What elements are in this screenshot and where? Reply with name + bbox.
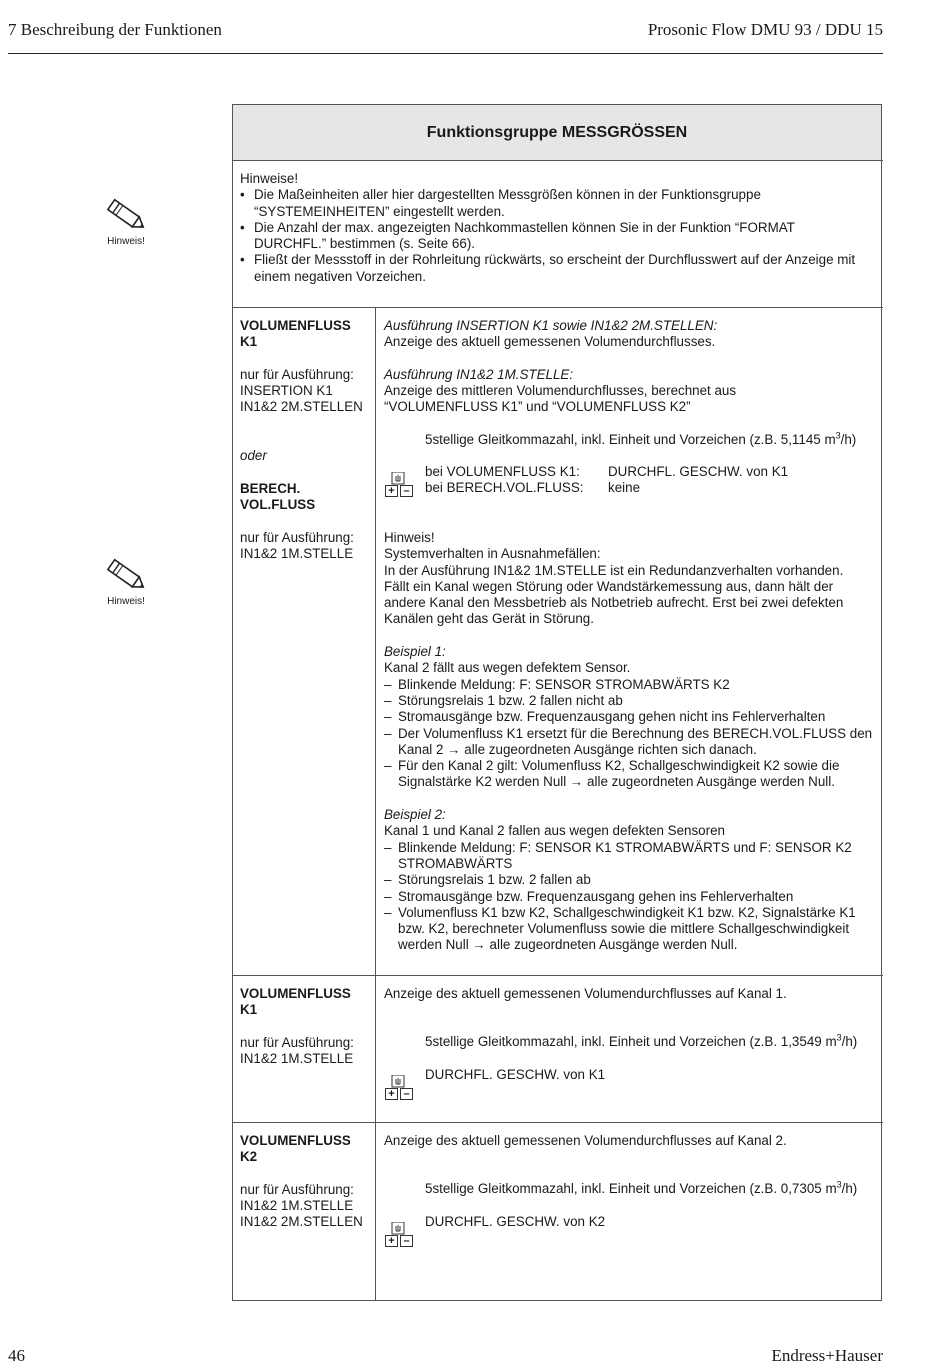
list-item: – Volumenfluss K1 bzw K2, Schallgeschwindigkeit K1 bzw. K2, Signalstärke K1 bzw. K2, berechneter Volumenfluss sowie die mittlere Schallgeschwindigkeit werden Null → alle zugeordneten Ausgänge werden Null.: [384, 905, 874, 954]
footer-brand: Endress+Hauser: [771, 1346, 883, 1365]
keypad-icon: [384, 1075, 418, 1103]
list-item: – Stromausgänge bzw. Frequenzausgang gehen nicht ins Fehlerverhalten: [384, 709, 874, 725]
example-list: [384, 677, 874, 791]
header-rule: [8, 53, 883, 54]
variant-value: IN1&2 1M.STELLE: [240, 546, 354, 562]
list-item: – Blinkende Meldung: F: SENSOR STROMABWÄRTS K2: [384, 677, 874, 693]
group-title: Funktionsgruppe MESSGRÖSSEN: [426, 124, 688, 141]
function-name: K2: [240, 1149, 258, 1165]
example-intro: Kanal 1 und Kanal 2 fallen aus wegen defekten Sensoren: [384, 823, 725, 839]
list-item: – Der Volumenfluss K1 ersetzt für die Berechnung des BERECH.VOL.FLUSS den Kanal 2 → alle zugeordneten Ausgänge richten sich danach.: [384, 726, 874, 759]
key-value: DURCHFL. GESCHW. von K1: [608, 464, 789, 479]
row3-function-name: [240, 1133, 372, 1231]
variant-value: IN1&2 2M.STELLEN: [240, 1214, 363, 1230]
variant-label: nur für Ausführung:: [240, 529, 354, 545]
row3-description: Anzeige des aktuell gemessenen Volumendurchflusses auf Kanal 2.: [384, 1133, 787, 1148]
description: Anzeige des mittleren Volumendurchflusses, berechnet aus: [384, 383, 737, 399]
description: Anzeige des aktuell gemessenen Volumendurchflusses.: [384, 334, 716, 350]
variant-heading: Ausführung IN1&2 1M.STELLE:: [384, 366, 574, 382]
function-name: BERECH.: [240, 480, 301, 496]
pencil-icon: [102, 196, 150, 234]
list-item: – Störungsrelais 1 bzw. 2 fallen nicht ab: [384, 693, 874, 709]
description: “VOLUMENFLUSS K1” und “VOLUMENFLUSS K2”: [384, 399, 691, 415]
example-heading: Beispiel 2:: [384, 807, 446, 823]
list-item: • Die Anzahl der max. angezeigten Nachkommastellen können Sie in der Funktion “FORMAT DURCHFL.” bestimmen (s. Seite 66).: [240, 220, 865, 253]
hinweis-note-icon: [96, 196, 156, 247]
header-chapter: 7 Beschreibung der Funktionen: [8, 20, 222, 39]
pencil-icon: [102, 556, 150, 594]
row1-hint: [384, 530, 874, 954]
notes-block: [240, 171, 865, 285]
or-label: oder: [240, 448, 267, 464]
function-name: VOLUMENFLUSS: [240, 318, 351, 333]
function-name: K1: [240, 1002, 258, 1018]
variant-value: IN1&2 1M.STELLE: [240, 1198, 354, 1214]
column-divider: [375, 307, 376, 1301]
example-heading: Beispiel 1:: [384, 644, 446, 660]
key-value: keine: [608, 480, 641, 496]
page-number: 46: [8, 1346, 25, 1365]
list-item: • Fließt der Messstoff in der Rohrleitung rückwärts, so erscheint der Durchflusswert auf der Anzeige mit einem negativen Vorzeichen.: [240, 252, 865, 285]
keypad-icon: [384, 1222, 418, 1250]
plus-key-icon: +: [385, 1088, 398, 1100]
variant-value: INSERTION K1: [240, 383, 333, 399]
row2-function-name: [240, 986, 372, 1067]
row1-key-assignments: [425, 464, 788, 497]
hinweis-note-icon: [96, 556, 156, 607]
table-rule: [232, 1122, 883, 1123]
example-intro: Kanal 2 fällt aus wegen defektem Sensor.: [384, 660, 631, 676]
notes-list: [240, 187, 865, 285]
variant-value: IN1&2 1M.STELLE: [240, 1051, 354, 1067]
row1-format: 5stellige Gleitkommazahl, inkl. Einheit und Vorzeichen (z.B. 5,1145 $m^3/h$): [425, 430, 857, 447]
hint-subheading: Systemverhalten in Ausnahmefällen:: [384, 546, 601, 562]
hint-text: andere Kanal den Messbetrieb als Notbetrieb aufrecht. Erst bei zwei defekten: [384, 595, 844, 611]
hint-text: Fällt ein Kanal wegen Störung oder Wandstärkemessung aus, dann hält der: [384, 578, 834, 594]
row3-format: 5stellige Gleitkommazahl, inkl. Einheit und Vorzeichen (z.B. 0,7305 $m^3/h$): [425, 1179, 858, 1196]
plus-key-icon: +: [385, 485, 398, 497]
list-item: – Störungsrelais 1 bzw. 2 fallen ab: [384, 872, 874, 888]
function-name: VOL.FLUSS: [240, 497, 316, 513]
minus-key-icon: –: [400, 485, 413, 497]
variant-label: nur für Ausführung:: [240, 1034, 354, 1050]
function-name: K1: [240, 334, 258, 350]
minus-key-icon: –: [400, 1235, 413, 1247]
variant-label: nur für Ausführung:: [240, 366, 354, 382]
list-item: – Für den Kanal 2 gilt: Volumenfluss K2, Schallgeschwindigkeit K2 sowie die Signalstärke K2 werden Null → alle zugeordneten Ausgänge werden Null.: [384, 758, 874, 791]
list-item: • Die Maßeinheiten aller hier dargestellten Messgrößen können in der Funktionsgruppe “SYSTEMEINHEITEN” eingestellt werden.: [240, 187, 865, 220]
hinweis-label: Hinweis!: [107, 236, 145, 247]
function-name: VOLUMENFLUSS: [240, 986, 351, 1001]
function-name: VOLUMENFLUSS: [240, 1133, 351, 1148]
hint-text: Kanälen geht das Gerät in Störung.: [384, 611, 594, 627]
row2-description: Anzeige des aktuell gemessenen Volumendurchflusses auf Kanal 1.: [384, 986, 787, 1001]
plus-key-icon: +: [385, 1235, 398, 1247]
row3-key-value: DURCHFL. GESCHW. von K2: [425, 1214, 606, 1229]
keypad-icon: [384, 472, 418, 500]
variant-value: IN1&2 2M.STELLEN: [240, 399, 363, 415]
notes-heading: Hinweise!: [240, 171, 299, 186]
list-item: – Blinkende Meldung: F: SENSOR K1 STROMABWÄRTS und F: SENSOR K2 STROMABWÄRTS: [384, 840, 874, 873]
variant-heading: Ausführung INSERTION K1 sowie IN1&2 2M.STELLEN:: [384, 318, 718, 333]
row2-format: 5stellige Gleitkommazahl, inkl. Einheit und Vorzeichen (z.B. 1,3549 $m^3/h$): [425, 1032, 858, 1049]
table-rule: [232, 975, 883, 976]
variant-label: nur für Ausführung:: [240, 1181, 354, 1197]
row2-key-value: DURCHFL. GESCHW. von K1: [425, 1067, 606, 1082]
hint-heading: Hinweis!: [384, 530, 435, 545]
example-list: [384, 840, 874, 954]
hinweis-label: Hinweis!: [107, 596, 145, 607]
header-product: Prosonic Flow DMU 93 / DDU 15: [647, 20, 883, 39]
row1-function-names: [240, 318, 372, 562]
minus-key-icon: –: [400, 1088, 413, 1100]
table-rule: [232, 160, 883, 161]
table-rule: [232, 307, 883, 308]
hint-text: In der Ausführung IN1&2 1M.STELLE ist ein Redundanzverhalten vorhanden.: [384, 562, 844, 578]
row1-description: [384, 318, 874, 416]
key-label: bei VOLUMENFLUSS K1:: [425, 464, 580, 479]
list-item: – Stromausgänge bzw. Frequenzausgang gehen ins Fehlerverhalten: [384, 889, 874, 905]
key-label: bei BERECH.VOL.FLUSS:: [425, 480, 584, 496]
